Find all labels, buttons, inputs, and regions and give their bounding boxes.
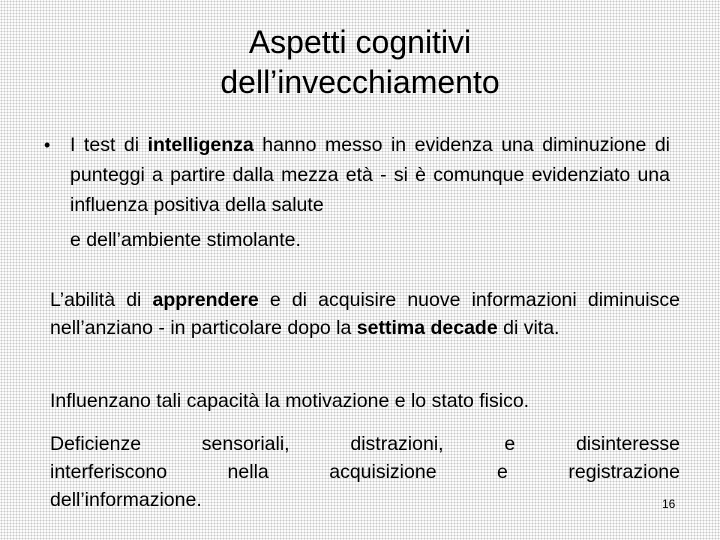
para1-text-1: L’abilità di [50, 289, 153, 311]
bullet-text-pre: I test di [70, 134, 148, 156]
bullet-text-post: hanno messo in evidenza una diminuzione di punteggi a partire dalla mezza età - si è comunque evidenziato una influenza positiva della salute [70, 134, 670, 216]
para1-bold-settima-decade: settima decade [356, 317, 498, 339]
title-line-2: dell’invecchiamento [220, 64, 500, 100]
para2-text: Influenzano tali capacità la motivazione e lo stato fisico. [50, 390, 530, 412]
title-line-1: Aspetti cognitivi [248, 24, 472, 60]
paragraph-motivazione [50, 387, 680, 415]
para3-line-1: Deficienze sensoriali, distrazioni, e disinteresse [50, 433, 680, 455]
bullet-text-last-line: e dell’ambiente stimolante. [70, 229, 301, 251]
bullet-bold-intelligenza: intelligenza [147, 134, 254, 156]
paragraph-apprendere [50, 286, 680, 342]
bullet-text [70, 130, 670, 260]
bullet-point [44, 130, 670, 260]
bullet-marker: • [44, 135, 51, 155]
page-number: 16 [662, 497, 676, 511]
para1-text-2: e di acquisire nuove informazioni diminuisce nell’anziano - in particolare dopo la [50, 289, 680, 339]
paragraph-deficienze [50, 430, 680, 514]
para3-line-3: dell’informazione. [50, 489, 202, 511]
para1-text-3: di vita. [497, 317, 560, 339]
para3-line-2: interferiscono nella acquisizione e registrazione [50, 461, 680, 483]
para1-bold-apprendere: apprendere [152, 289, 259, 311]
slide-title [100, 22, 620, 102]
